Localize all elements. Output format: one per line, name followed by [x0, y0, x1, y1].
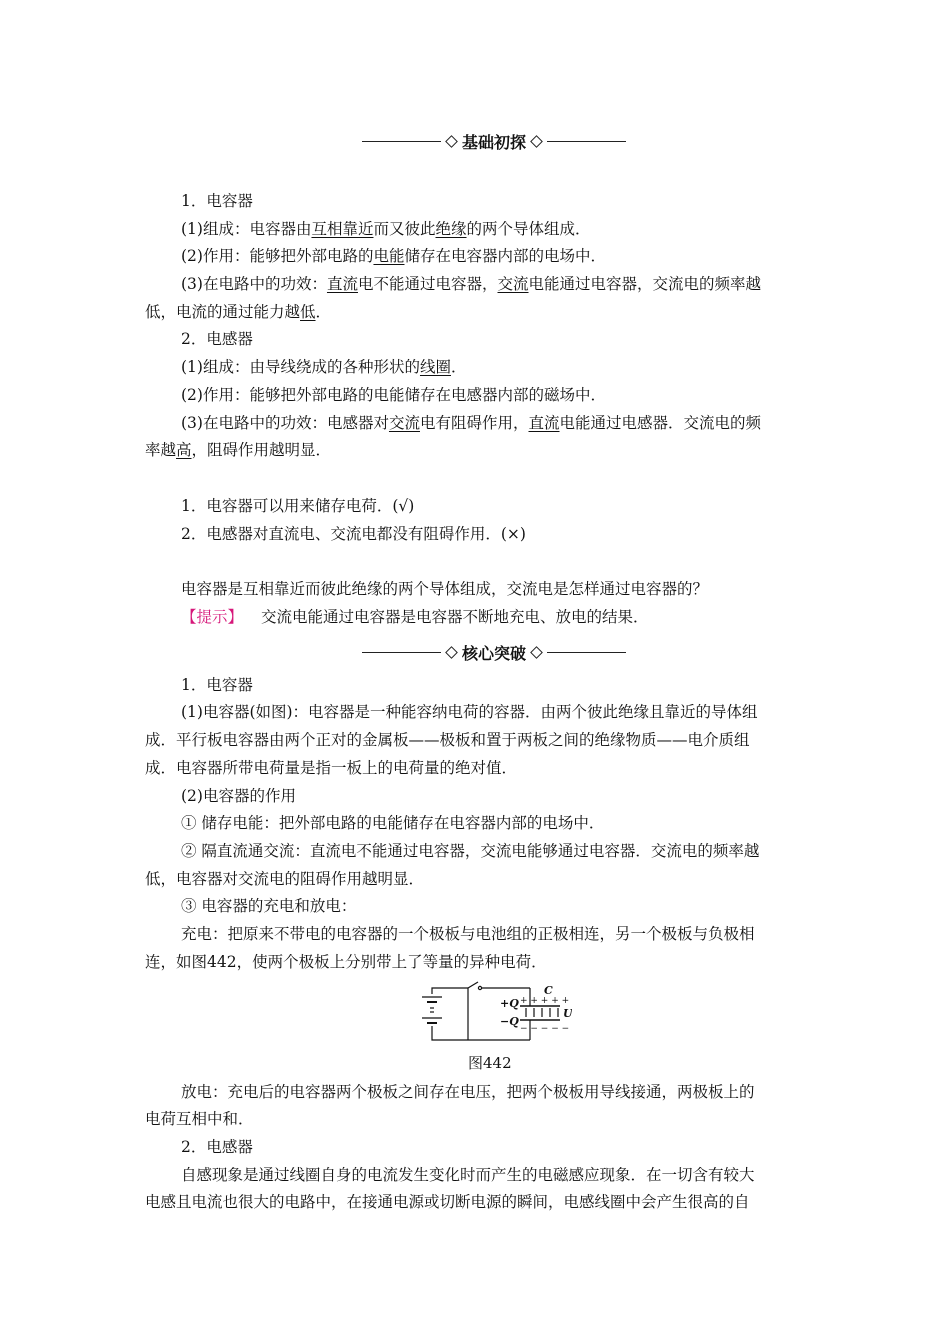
section-banner-core — [362, 640, 626, 664]
text-line: 低，电流的通过能力越低． — [145, 303, 332, 321]
text-line: 成．电容器所带电荷量是指一板上的电荷量的绝对值． — [145, 759, 518, 777]
heading-capacitor: 1．电容器 — [181, 192, 253, 210]
text-line: (2)作用：能够把外部电路的电能储存在电容器内部的电场中． — [181, 247, 606, 265]
section-title: 基础初探 — [462, 132, 527, 152]
judge-item: 2．电感器对直流电、交流电都没有阻碍作用．(×) — [181, 525, 526, 543]
label-plus-q: +Q — [500, 997, 519, 1010]
label-u: U — [563, 1007, 572, 1020]
heading-inductor: 2．电感器 — [181, 1138, 253, 1156]
text-line: 自感现象是通过线圈自身的电流发生变化时而产生的电磁感应现象．在一切含有较大 — [181, 1166, 755, 1184]
diamond-icon — [445, 135, 458, 148]
banner-rule-left — [362, 141, 441, 142]
think-hint — [181, 607, 950, 627]
svg-text:− − − − −: − − − − − — [520, 1024, 570, 1034]
text-line: 放电：充电后的电容器两个极板之间存在电压，把两个极板用导线接通，两极板上的 — [181, 1083, 755, 1101]
think-question: 电容器是互相靠近而彼此绝缘的两个导体组成，交流电是怎样通过电容器的？ — [181, 580, 709, 598]
text-line: ② 隔直流通交流：直流电不能通过电容器，交流电能够通过电容器．交流电的频率越 — [181, 842, 760, 860]
hint-text: 交流电能通过电容器是电容器不断地充电、放电的结果． — [261, 608, 649, 626]
text-line: 连，如图442，使两个极板上分别带上了等量的异种电荷． — [145, 953, 547, 971]
banner-rule-right — [547, 141, 626, 142]
text-line: ③ 电容器的充电和放电： — [181, 897, 357, 915]
text-line: (3)在电路中的功效：电感器对交流电有阻碍作用，直流电能通过电感器．交流电的频 — [181, 414, 762, 432]
figure-caption: 图442 — [468, 1054, 512, 1072]
text-line: (2)作用：能够把外部电路的电能储存在电感器内部的磁场中． — [181, 386, 606, 404]
text-line: (1)组成：电容器由互相靠近而又彼此绝缘的两个导体组成． — [181, 220, 591, 238]
text-line: (2)电容器的作用 — [181, 787, 296, 805]
heading-inductor: 2．电感器 — [181, 330, 253, 348]
circuit-figure — [412, 980, 572, 1052]
circuit-diagram — [412, 980, 572, 1048]
section-title: 核心突破 — [462, 643, 527, 663]
label-minus-q: −Q — [500, 1015, 519, 1028]
text-line: 充电：把原来不带电的电容器的一个极板与电池组的正极相连，另一个极板与负极相 — [181, 925, 755, 943]
text-line: ① 储存电能：把外部电路的电能储存在电容器内部的电场中． — [181, 814, 605, 832]
text-line: (1)组成：由导线绕成的各种形状的线圈． — [181, 358, 467, 376]
label-c: C — [544, 984, 553, 997]
text-line: 低，电容器对交流电的阻碍作用越明显． — [145, 870, 425, 888]
diamond-icon — [445, 646, 458, 659]
text-line: 电荷互相中和． — [145, 1110, 254, 1128]
text-line: 成．平行板电容器由两个正对的金属板——极板和置于两板之间的绝缘物质——电介质组 — [145, 731, 750, 749]
judge-item: 1．电容器可以用来储存电荷．(√) — [181, 497, 415, 515]
diamond-icon — [530, 646, 543, 659]
svg-text:+ + + + +: + + + + + — [520, 996, 570, 1006]
heading-capacitor: 1．电容器 — [181, 676, 253, 694]
text-line: 电感且电流也很大的电路中，在接通电源或切断电源的瞬间，电感线圈中会产生很高的自 — [145, 1193, 750, 1211]
text-line: (3)在电路中的功效：直流电不能通过电容器，交流电能通过电容器，交流电的频率越 — [181, 275, 762, 293]
banner-rule-left — [362, 652, 441, 653]
hint-label: 【提示】 — [181, 608, 244, 626]
diamond-icon — [530, 135, 543, 148]
text-line: 率越高，阻碍作用越明显． — [145, 441, 332, 459]
text-line: (1)电容器(如图)：电容器是一种能容纳电荷的容器．由两个彼此绝缘且靠近的导体组 — [181, 703, 758, 721]
banner-rule-right — [547, 652, 626, 653]
section-banner-basics — [362, 129, 626, 153]
